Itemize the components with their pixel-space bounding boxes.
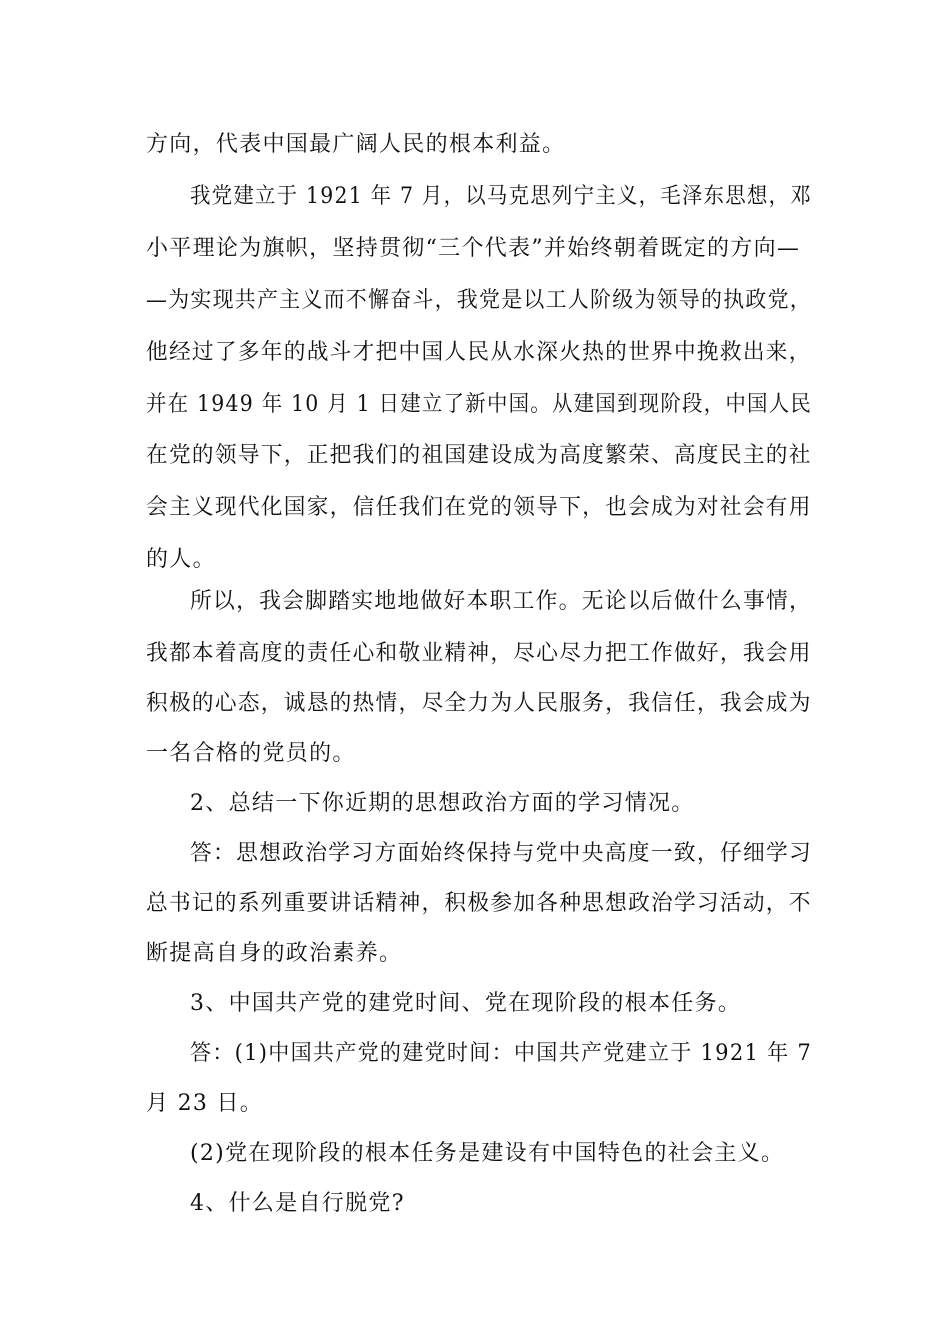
text-line: 我党建立于 1921 年 7 月，以马克思列宁主义，毛泽东思想，邓 (190, 184, 812, 209)
text-line: 答：思想政治学习方面始终保持与党中央高度一致，仔细学习 (190, 841, 813, 866)
text-line: 他经过了多年的战斗才把中国人民从水深火热的世界中挽救出来， (146, 340, 812, 365)
text-line: —为实现共产主义而不懈奋斗，我党是以工人阶级为领导的执政党， (146, 288, 813, 313)
text-line: 我都本着高度的责任心和敬业精神，尽心尽力把工作做好，我会用 (146, 641, 812, 666)
text-line: 的人。 (146, 547, 216, 572)
text-line: 一名合格的党员的。 (146, 741, 356, 766)
text-line: 月 23 日。 (146, 1091, 264, 1116)
text-line: 答：(1)中国共产党的建党时间：中国共产党建立于 1921 年 7 (190, 1041, 813, 1066)
text-line: 2、总结一下你近期的思想政治方面的学习情况。 (190, 791, 695, 816)
text-line: 断提高自身的政治素养。 (146, 941, 403, 966)
text-line: 4、什么是自行脱党? (190, 1191, 405, 1216)
text-line: 小平理论为旗帜，坚持贯彻“三个代表”并始终朝着既定的方向— (146, 236, 801, 261)
text-line: 会主义现代化国家，信任我们在党的领导下，也会成为对社会有用 (146, 495, 812, 520)
text-line: 积极的心态，诚恳的热情，尽全力为人民服务，我信任，我会成为 (146, 691, 812, 716)
text-line: (2)党在现阶段的根本任务是建设有中国特色的社会主义。 (190, 1141, 785, 1166)
text-line: 总书记的系列重要讲话精神，积极参加各种思想政治学习活动，不 (146, 891, 812, 916)
text-line: 所以，我会脚踏实地地做好本职工作。无论以后做什么事情， (190, 589, 813, 614)
text-line: 并在 1949 年 10 月 1 日建立了新中国。从建国到现阶段，中国人民 (146, 392, 813, 417)
text-line: 方向，代表中国最广阔人民的根本利益。 (146, 132, 566, 157)
text-line: 在党的领导下，正把我们的祖国建设成为高度繁荣、高度民主的社 (146, 443, 812, 468)
text-line: 3、中国共产党的建党时间、党在现阶段的根本任务。 (190, 991, 742, 1016)
